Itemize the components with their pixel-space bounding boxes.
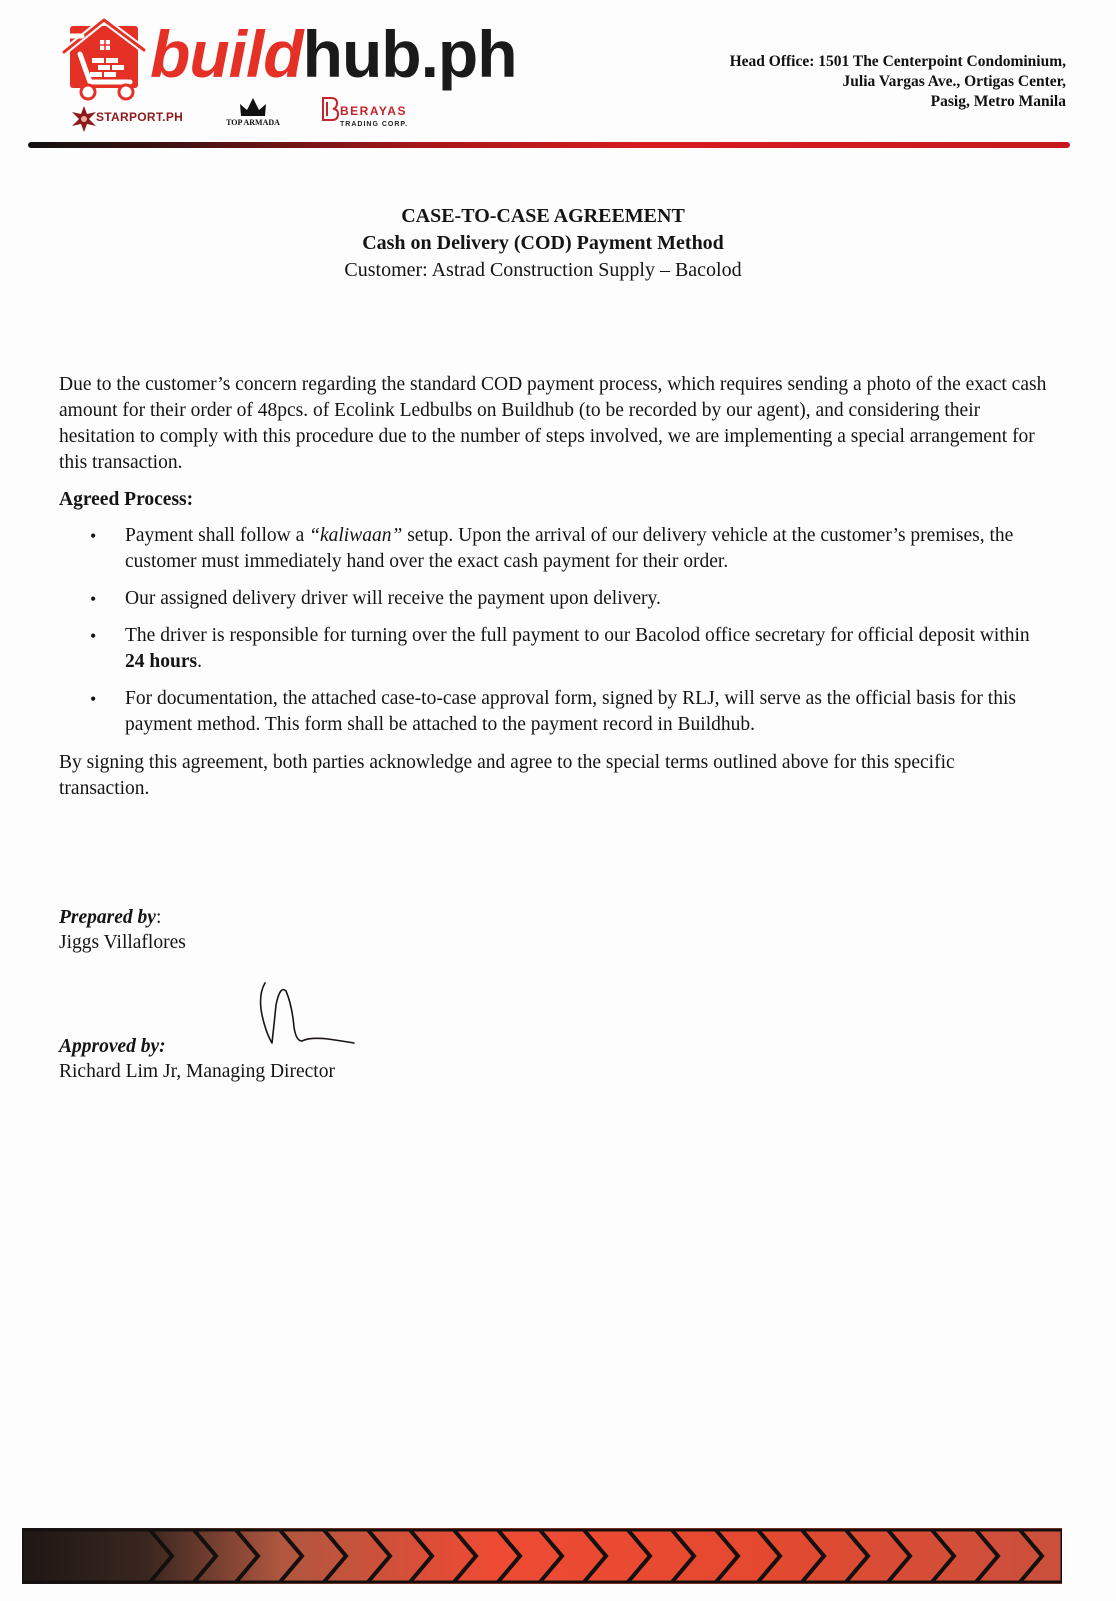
document-title-block	[0, 203, 1086, 284]
intro-paragraph: Due to the customer’s concern regarding the standard COD payment process, which requires sending a photo of the exact cash amount for their order of 48pcs. of Ecolink Ledbulbs on Buildhub (to be recorded by our agent), and considering their hesitation to comply with this procedure due to the number of steps involved, we are implementing a special arrangement for this transaction.	[59, 374, 1047, 473]
partner-starport: STARPORT.PH	[70, 104, 200, 134]
list-item: • Our assigned delivery driver will receive the payment upon delivery.	[59, 586, 1049, 612]
brand-logo	[150, 14, 517, 94]
crown-icon	[238, 96, 268, 118]
head-office-address	[730, 52, 1066, 112]
letter-b-icon	[320, 96, 340, 122]
customer-line: Customer: Astrad Construction Supply – Bacolod	[344, 259, 742, 281]
bullet-icon: •	[90, 589, 97, 609]
signature-icon	[250, 975, 370, 1065]
brand-part-build: build	[150, 17, 303, 91]
prepared-by-label: Prepared by:	[59, 907, 162, 928]
approved-by-label: Approved by:	[59, 1036, 166, 1057]
address-line-1: Head Office: 1501 The Centerpoint Condominium,	[729, 53, 1066, 70]
list-item: • For documentation, the attached case-to-case approval form, signed by RLJ, will serve as the official basis for this payment method. This form shall be attached to the payment record in Buildhub.	[90, 688, 1016, 735]
bullet-icon: •	[90, 626, 97, 646]
starburst-icon	[70, 104, 98, 134]
agreed-process-list	[59, 523, 1049, 749]
footer-chevron-band	[22, 1528, 1062, 1584]
document-subtitle: Cash on Delivery (COD) Payment Method	[362, 232, 724, 254]
deadline-24-hours: 24 hours	[125, 651, 198, 672]
document-title: CASE-TO-CASE AGREEMENT	[401, 205, 685, 227]
bullet-icon: •	[90, 689, 97, 709]
house-cart-icon	[60, 14, 148, 102]
address-line-3: Pasig, Metro Manila	[930, 93, 1066, 110]
header-divider	[28, 142, 1070, 148]
approved-by-name: Richard Lim Jr, Managing Director	[59, 1061, 335, 1082]
address-line-2: Julia Vargas Ave., Ortigas Center,	[842, 73, 1066, 90]
agreed-process-heading: Agreed Process:	[59, 489, 194, 510]
partner-berayas: BERAYAS TRADING CORP.	[320, 94, 420, 134]
prepared-by-name: Jiggs Villaflores	[59, 932, 186, 953]
brand-part-hub: hub.ph	[302, 17, 517, 91]
bullet-icon: •	[90, 526, 97, 546]
closing-paragraph: By signing this agreement, both parties acknowledge and agree to the special terms outlined above for this specific transaction.	[59, 752, 955, 799]
list-item: • Payment shall follow a “kaliwaan” setup. Upon the arrival of our delivery vehicle at the customer’s premises, the customer must immediately hand over the exact cash payment for their order.	[90, 525, 1014, 572]
partner-top-armada: TOP ARMADA	[218, 96, 288, 136]
kaliwaan-term: “kaliwaan”	[309, 525, 403, 546]
list-item: • The driver is responsible for turning over the full payment to our Bacolod office secretary for official deposit within 24 hours.	[90, 625, 1030, 672]
